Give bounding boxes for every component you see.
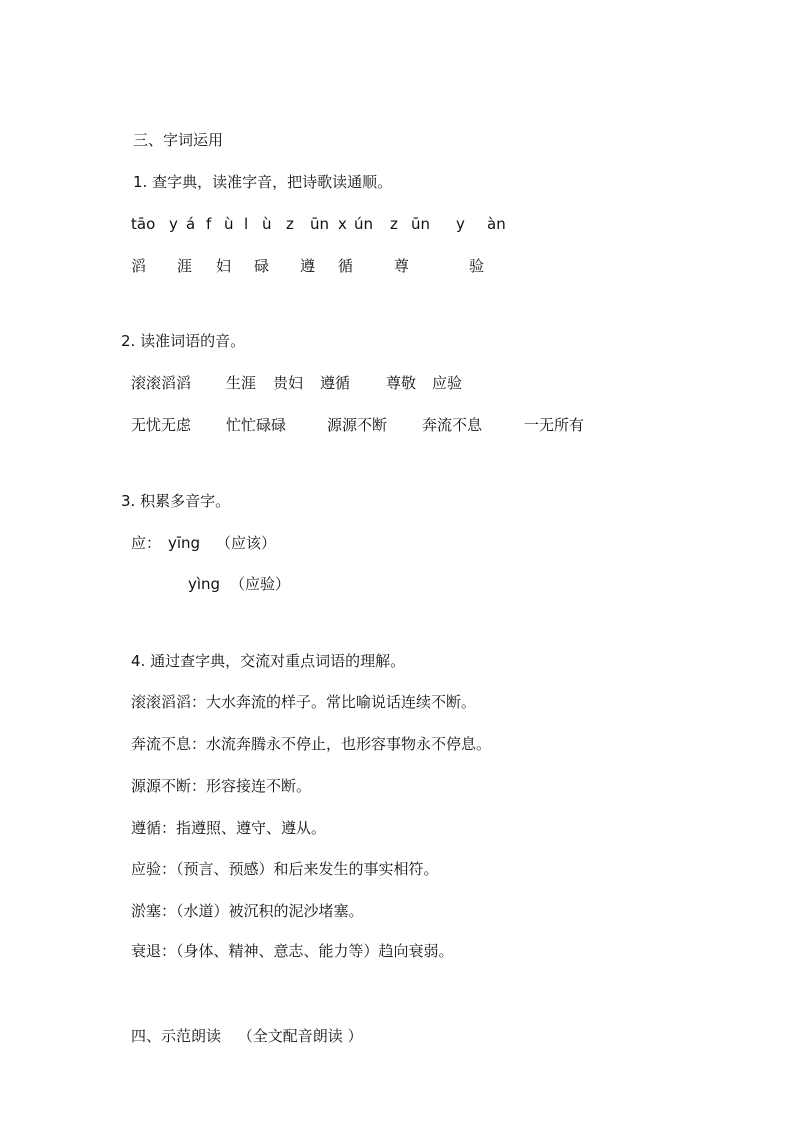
character-item: 碌 — [254, 257, 270, 275]
pinyin-syllable: ūn — [310, 215, 330, 233]
section-three-heading: 三、字词运用 — [133, 131, 224, 149]
word-item: 应验 — [432, 374, 463, 392]
definition-line: 应验：（预言、预感）和后来发生的事实相符。 — [131, 860, 439, 878]
pinyin-syllable: tāo — [131, 215, 156, 233]
word-item: 生涯 — [226, 374, 257, 392]
word-item: 滚滚滔滔 — [131, 374, 192, 392]
character-item: 妇 — [216, 257, 232, 275]
definition-line: 滚滚滔滔：大水奔流的样子。常比喻说话连续不断。 — [131, 693, 477, 711]
section-four-heading — [131, 1026, 363, 1046]
word-item: 贵妇 — [273, 374, 304, 392]
pinyin-syllable: àn — [487, 215, 506, 233]
question-four-title: 4. 通过查字典，交流对重点词语的理解。 — [131, 652, 406, 670]
question-one-title: 1. 查字典，读准字音，把诗歌读通顺。 — [133, 173, 393, 191]
pinyin-syllable: z — [390, 215, 398, 233]
definition-line: 淤塞：（水道）被沉积的泥沙堵塞。 — [131, 902, 364, 920]
pinyin-syllable: ù — [224, 215, 234, 233]
question-two-title: 2. 读准词语的音。 — [121, 332, 246, 350]
pinyin-syllable: ūn — [411, 215, 431, 233]
definition-line: 遵循：指遵照、遵守、遵从。 — [131, 819, 327, 837]
section-four-note: （全文配音朗读 ） — [237, 1027, 363, 1045]
pinyin-syllable: ún — [354, 215, 374, 233]
character-item: 涯 — [177, 257, 193, 275]
word-item: 忙忙碌碌 — [226, 416, 287, 434]
word-item: 源源不断 — [327, 416, 388, 434]
pinyin-syllable: x — [338, 215, 347, 233]
word-item: 遵循 — [320, 374, 351, 392]
reading-word: （应验） — [230, 575, 291, 593]
section-four-title: 四、示范朗读 — [131, 1027, 222, 1045]
word-item: 尊敬 — [386, 374, 417, 392]
reading-pinyin: yīng — [168, 534, 201, 552]
character-item: 尊 — [394, 257, 410, 275]
pinyin-syllable: ù — [262, 215, 272, 233]
character-item: 滔 — [131, 257, 147, 275]
pinyin-syllable: á — [186, 215, 196, 233]
pinyin-syllable: z — [286, 215, 294, 233]
word-item: 无忧无虑 — [131, 416, 192, 434]
reading-word: （应该） — [216, 534, 277, 552]
pinyin-syllable: y — [169, 215, 178, 233]
word-item: 一无所有 — [524, 416, 585, 434]
character-item: 验 — [469, 257, 485, 275]
reading-pinyin: yìng — [188, 575, 221, 593]
character-item: 循 — [338, 257, 354, 275]
pinyin-syllable: f — [206, 215, 212, 233]
definition-line: 奔流不息：水流奔腾永不停止，也形容事物永不停息。 — [131, 735, 492, 753]
character-item: 遵 — [300, 257, 316, 275]
definition-line: 衰退：（身体、精神、意志、能力等）趋向衰弱。 — [131, 942, 454, 960]
pinyin-syllable: y — [456, 215, 465, 233]
polyphone-character: 应： — [131, 534, 162, 552]
word-item: 奔流不息 — [422, 416, 483, 434]
question-three-title: 3. 积累多音字。 — [121, 492, 231, 510]
definition-line: 源源不断：形容接连不断。 — [131, 777, 312, 795]
pinyin-syllable: l — [244, 215, 249, 233]
